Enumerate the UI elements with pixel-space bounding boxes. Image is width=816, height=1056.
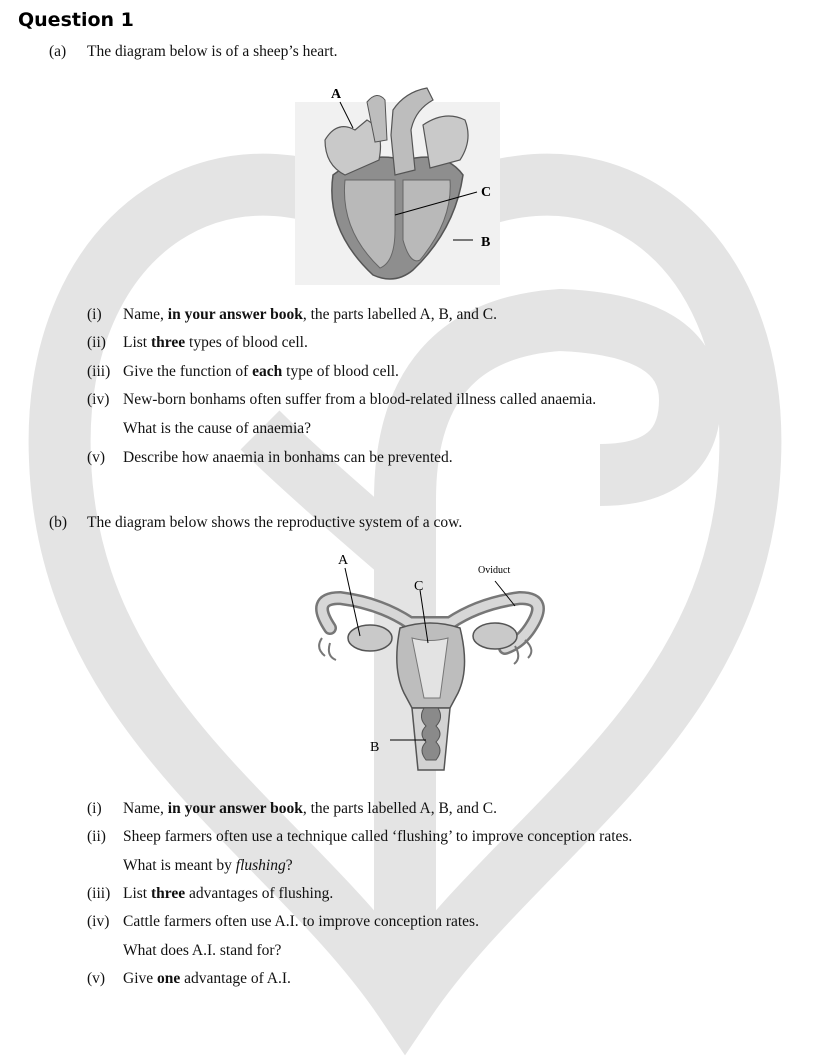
part-b-item-1: (i) Name, in your answer book, the parts labelled A, B, and C.	[87, 800, 498, 817]
part-a-label: (a)	[49, 43, 67, 60]
repro-label-c: C	[414, 579, 424, 594]
heart-label-a: A	[331, 87, 342, 102]
heart-label-c: C	[481, 185, 492, 200]
heart-label-b: B	[481, 235, 491, 250]
part-b-item-4: (iv) Cattle farmers often use A.I. to improve conception rates.	[87, 913, 479, 930]
part-b-item-2: (ii) Sheep farmers often use a technique called ‘flushing’ to improve conception rates.	[87, 828, 633, 845]
repro-label-b: B	[370, 740, 380, 755]
part-a-intro: The diagram below is of a sheep’s heart.	[87, 43, 338, 60]
part-b-item-3: (iii) List three advantages of flushing.	[87, 885, 334, 902]
heart-diagram	[295, 80, 510, 285]
part-b-intro: The diagram below shows the reproductive system of a cow.	[87, 514, 463, 531]
part-b-item-5: (v) Give one advantage of A.I.	[87, 970, 291, 987]
part-b-item-2-cont: What is meant by flushing?	[123, 857, 293, 874]
part-b-item-4-cont: What does A.I. stand for?	[123, 942, 282, 959]
repro-label-a: A	[338, 553, 349, 568]
part-a-item-1: (i) Name, in your answer book, the parts labelled A, B, and C.	[87, 306, 498, 323]
part-a-item-5: (v) Describe how anaemia in bonhams can be prevented.	[87, 449, 453, 466]
part-a-item-2: (ii) List three types of blood cell.	[87, 334, 308, 351]
part-a-item-4: (iv) New-born bonhams often suffer from a blood-related illness called anaemia.	[87, 391, 597, 408]
repro-label-oviduct: Oviduct	[478, 565, 511, 576]
part-b-label: (b)	[49, 514, 68, 531]
question-title: Question 1	[18, 9, 134, 31]
part-a-item-3: (iii) Give the function of each type of blood cell.	[87, 363, 399, 380]
part-a-item-4-cont: What is the cause of anaemia?	[123, 420, 312, 437]
reproductive-diagram	[300, 548, 560, 776]
